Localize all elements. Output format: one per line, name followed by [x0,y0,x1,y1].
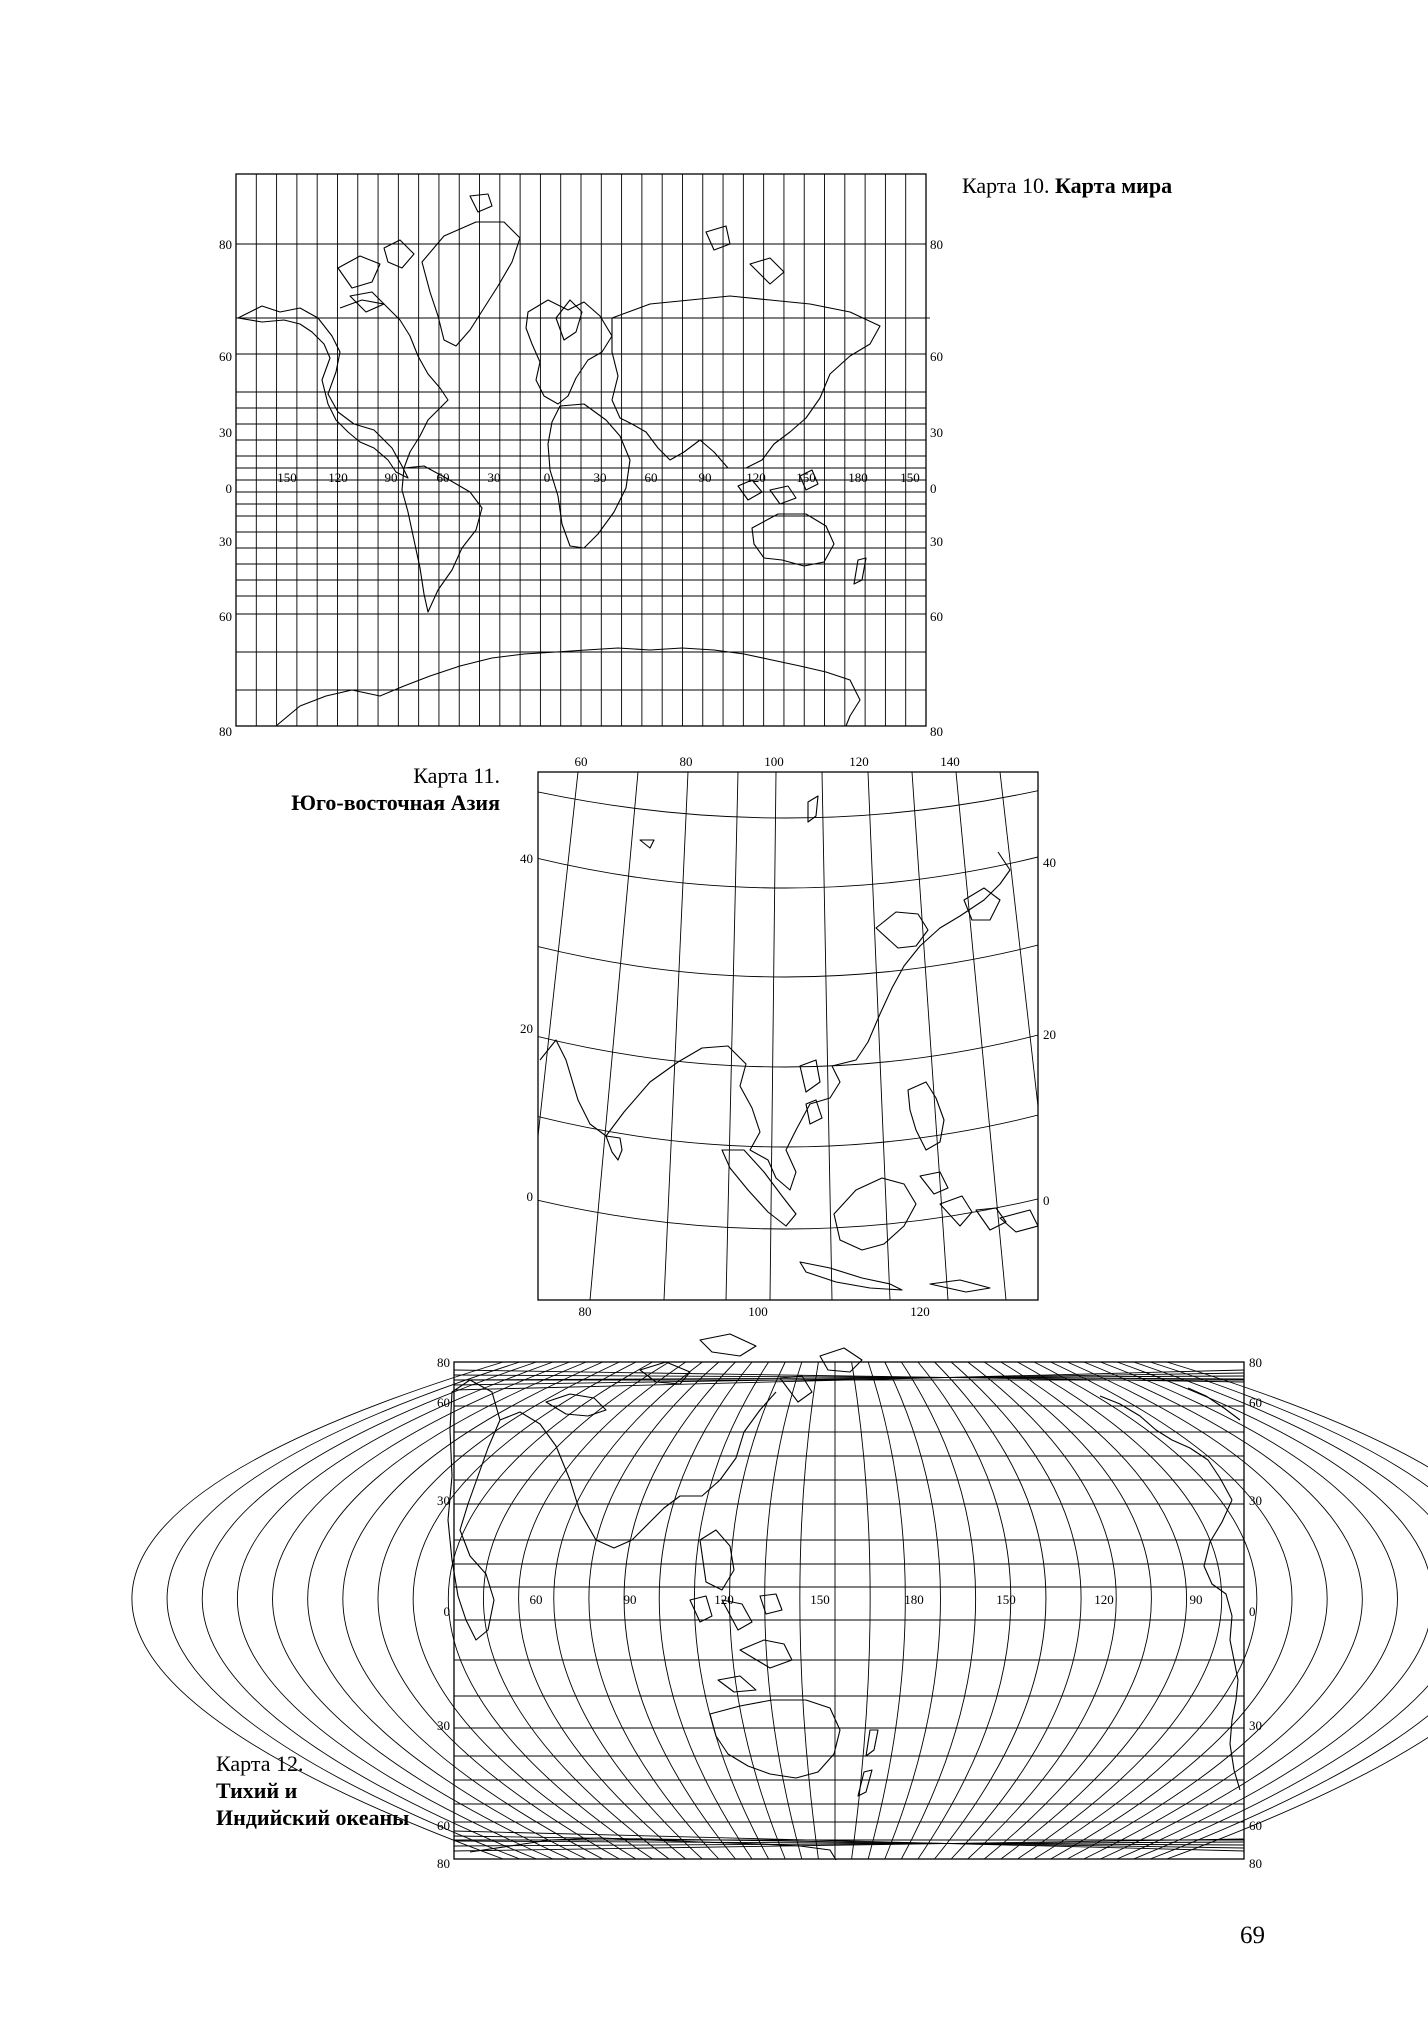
meridian-curve [984,1362,1151,1859]
pacific-indian-frame [454,1362,1244,1859]
longitude-label: 0 [543,470,551,485]
longitude-label: 30 [593,470,607,485]
latitude-label-left: 30 [219,425,232,440]
longitude-label: 120 [328,470,348,485]
latitude-label-right: 30 [930,534,943,549]
map12-caption-line2: Тихий и [216,1778,298,1803]
latitude-label-right: 30 [1249,1718,1262,1733]
longitude-label: 150 [810,1592,830,1607]
longitude-label: 150 [796,470,816,485]
meridian-curve [1117,1362,1428,1859]
meridian-curve [800,1362,819,1859]
latitude-label-right: 60 [930,349,943,364]
latitude-label-left: 80 [437,1856,450,1871]
latitude-label-left: 20 [520,1021,533,1036]
map11-caption-line1: Карта 11. [413,763,500,788]
longitude-label: 90 [1189,1592,1203,1607]
page-number: 69 [1240,1922,1265,1949]
latitude-label-right: 20 [1043,1027,1056,1042]
longitude-label: 120 [746,470,766,485]
meridian-curve [694,1362,768,1859]
longitude-label: 150 [277,470,297,485]
meridian-curve [885,1362,941,1859]
latitude-label-left: 0 [526,1189,533,1204]
latitude-label-right: 0 [1043,1193,1050,1208]
map11-caption-line2: Юго-восточная Азия [291,790,500,815]
meridian-curve [935,1362,1046,1859]
meridian-curve [202,1362,536,1859]
meridian-curve [1034,1362,1257,1859]
meridian-curve [589,1362,719,1859]
latitude-label-right: 60 [1249,1818,1262,1833]
meridian-curve [273,1362,570,1859]
latitude-label-left: 0 [443,1604,450,1619]
latitude-label-right: 0 [930,481,937,496]
meridian-curve [901,1362,975,1859]
meridian-curve [343,1362,603,1859]
longitude-label: 90 [623,1592,637,1607]
map10-caption-title: Карта мира [1055,173,1173,198]
meridian-curve [951,1362,1081,1859]
latitude-label-left: 30 [437,1493,450,1508]
latitude-label-left: 80 [219,237,232,252]
meridian-curve [1001,1362,1187,1859]
meridian-curve [1051,1362,1292,1859]
bottom-longitude-label: 80 [578,1304,592,1319]
top-longitude-label: 80 [679,754,693,769]
longitude-label: 120 [1094,1592,1114,1607]
top-longitude-label: 100 [764,754,784,769]
top-longitude-label: 140 [940,754,960,769]
latitude-label-right: 60 [1249,1395,1262,1410]
meridian-curve [519,1362,686,1859]
meridian-curve [918,1362,1011,1859]
longitude-label: 60 [644,470,658,485]
meridian-curve [483,1362,669,1859]
longitude-label: 60 [436,470,450,485]
meridian-curve [868,1362,905,1859]
longitude-label: 30 [487,470,501,485]
latitude-label-left: 80 [219,724,232,739]
latitude-label-left: 60 [219,349,232,364]
map12-caption-line1: Карта 12. [216,1751,304,1776]
longitude-label: 90 [698,470,712,485]
pacific-indian-coastlines [448,1334,1240,1860]
latitude-label-right: 0 [1249,1604,1256,1619]
meridian-curve [554,1362,703,1859]
meridian-curve [1167,1362,1428,1859]
meridian-curve [624,1362,735,1859]
latitude-label-left: 80 [437,1355,450,1370]
latitude-label-left: 30 [219,534,232,549]
map10-caption-prefix: Карта 10. [962,173,1050,198]
bottom-longitude-label: 120 [910,1304,930,1319]
longitude-label: 150 [996,1592,1016,1607]
latitude-label-right: 30 [1249,1493,1262,1508]
latitude-label-left: 60 [437,1818,450,1833]
latitude-label-right: 40 [1043,855,1056,870]
longitude-label: 180 [848,470,868,485]
latitude-label-left: 40 [520,851,533,866]
longitude-label: 60 [529,1592,543,1607]
meridian-curve [1067,1362,1327,1859]
latitude-label-right: 60 [930,609,943,624]
meridian-curve [1134,1362,1428,1859]
latitude-label-left: 60 [437,1395,450,1410]
meridian-curve [765,1362,802,1859]
bottom-longitude-label: 100 [748,1304,768,1319]
map12-caption-line3: Индийский океаны [216,1805,410,1830]
meridian-curve [968,1362,1117,1859]
latitude-label-right: 30 [930,425,943,440]
longitude-label: 180 [904,1592,924,1607]
meridian-curve [237,1362,553,1859]
longitude-label: 90 [384,470,398,485]
top-longitude-label: 60 [574,754,588,769]
latitude-label-left: 0 [225,481,232,496]
longitude-label: 150 [900,470,920,485]
longitude-label: 120 [714,1592,734,1607]
latitude-label-right: 80 [1249,1856,1262,1871]
latitude-label-right: 80 [1249,1355,1262,1370]
latitude-label-left: 30 [437,1718,450,1733]
top-longitude-label: 120 [849,754,869,769]
latitude-label-left: 60 [219,609,232,624]
latitude-label-right: 80 [930,724,943,739]
meridian-curve [730,1362,786,1859]
meridian-curve [1084,1362,1362,1859]
latitude-label-right: 80 [930,237,943,252]
meridian-curve [378,1362,619,1859]
meridian-curve [659,1362,752,1859]
